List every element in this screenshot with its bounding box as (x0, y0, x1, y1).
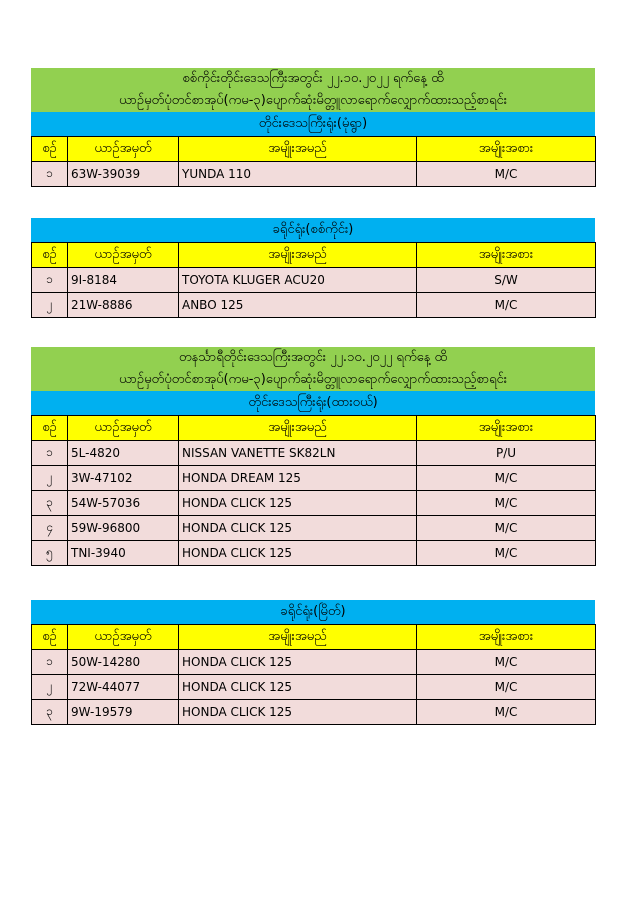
cell-no: ၁ (32, 268, 68, 293)
cell-no: ၂ (32, 466, 68, 491)
header-plate: ယာဉ်အမှတ် (68, 137, 179, 162)
header-model: အမျိုးအမည် (179, 625, 417, 650)
cell-model: HONDA CLICK 125 (179, 516, 417, 541)
cell-type: M/C (417, 700, 596, 725)
cell-plate: 50W-14280 (68, 650, 179, 675)
section-sagaing-region (31, 68, 595, 187)
cell-plate: 54W-57036 (68, 491, 179, 516)
cell-type: M/C (417, 541, 596, 566)
header-no: စဉ် (32, 243, 68, 268)
cell-model: HONDA CLICK 125 (179, 491, 417, 516)
cell-model: HONDA CLICK 125 (179, 541, 417, 566)
cell-plate: 72W-44077 (68, 675, 179, 700)
table-row (32, 441, 596, 466)
header-model: အမျိုးအမည် (179, 243, 417, 268)
cell-no: ၅ (32, 541, 68, 566)
office-subtitle: တိုင်းဒေသကြီးရုံး(မုံရွာ) (31, 112, 595, 136)
vehicle-table (31, 624, 596, 725)
cell-type: M/C (417, 675, 596, 700)
cell-plate: 9I-8184 (68, 268, 179, 293)
header-type: အမျိုးအစား (417, 137, 596, 162)
cell-no: ၃ (32, 491, 68, 516)
cell-no: ၄ (32, 516, 68, 541)
cell-no: ၁ (32, 650, 68, 675)
office-subtitle: ခရိုင်ရုံး(စစ်ကိုင်း) (31, 218, 595, 242)
cell-plate: TNI-3940 (68, 541, 179, 566)
table-row (32, 162, 596, 187)
table-header-row (32, 243, 596, 268)
cell-no: ၂ (32, 675, 68, 700)
header-type: အမျိုးအစား (417, 625, 596, 650)
region-title-line2: ယာဉ်မှတ်ပုံတင်စာအုပ်(ကမ-၃)ပျောက်ဆုံးမိတ္တူလာရောက်လျှောက်ထားသည့်စာရင်း (118, 372, 508, 387)
cell-model: HONDA CLICK 125 (179, 650, 417, 675)
table-row (32, 650, 596, 675)
header-type: အမျိုးအစား (417, 416, 596, 441)
header-no: စဉ် (32, 137, 68, 162)
table-header-row (32, 625, 596, 650)
header-plate: ယာဉ်အမှတ် (68, 243, 179, 268)
cell-plate: 3W-47102 (68, 466, 179, 491)
office-subtitle: တိုင်းဒေသကြီးရုံး(ထားဝယ်) (31, 391, 595, 415)
table-row (32, 268, 596, 293)
table-row (32, 466, 596, 491)
header-model: အမျိုးအမည် (179, 137, 417, 162)
header-plate: ယာဉ်အမှတ် (68, 625, 179, 650)
vehicle-table (31, 136, 596, 187)
header-no: စဉ် (32, 625, 68, 650)
region-title-line1: စစ်ကိုင်းတိုင်းဒေသကြီးအတွင်း ၂၂.၁၀.၂၀၂၂ ရက်နေ့ ထိ (182, 71, 444, 86)
cell-type: P/U (417, 441, 596, 466)
region-title (31, 68, 595, 112)
table-row (32, 700, 596, 725)
section-myeik-district (31, 600, 595, 725)
cell-model: HONDA CLICK 125 (179, 700, 417, 725)
table-row (32, 491, 596, 516)
region-title-line1: တနင်္သာရီတိုင်းဒေသကြီးအတွင်း ၂၂.၁၀.၂၀၂၂ ရက်နေ့ ထိ (178, 350, 448, 365)
header-plate: ယာဉ်အမှတ် (68, 416, 179, 441)
cell-type: M/C (417, 491, 596, 516)
cell-model: TOYOTA KLUGER ACU20 (179, 268, 417, 293)
cell-type: S/W (417, 268, 596, 293)
cell-model: HONDA DREAM 125 (179, 466, 417, 491)
vehicle-table (31, 242, 596, 318)
header-model: အမျိုးအမည် (179, 416, 417, 441)
cell-type: M/C (417, 650, 596, 675)
cell-type: M/C (417, 162, 596, 187)
cell-type: M/C (417, 516, 596, 541)
cell-model: ANBO 125 (179, 293, 417, 318)
cell-type: M/C (417, 466, 596, 491)
table-header-row (32, 137, 596, 162)
table-header-row (32, 416, 596, 441)
table-row (32, 541, 596, 566)
cell-plate: 63W-39039 (68, 162, 179, 187)
table-row (32, 516, 596, 541)
cell-no: ၂ (32, 293, 68, 318)
cell-plate: 59W-96800 (68, 516, 179, 541)
section-sagaing-district (31, 218, 595, 318)
cell-no: ၁ (32, 441, 68, 466)
cell-no: ၃ (32, 700, 68, 725)
cell-no: ၁ (32, 162, 68, 187)
cell-plate: 21W-8886 (68, 293, 179, 318)
vehicle-table (31, 415, 596, 566)
table-row (32, 675, 596, 700)
cell-plate: 9W-19579 (68, 700, 179, 725)
office-subtitle: ခရိုင်ရုံး(မြိတ်) (31, 600, 595, 624)
header-type: အမျိုးအစား (417, 243, 596, 268)
cell-type: M/C (417, 293, 596, 318)
cell-plate: 5L-4820 (68, 441, 179, 466)
region-title (31, 347, 595, 391)
cell-model: HONDA CLICK 125 (179, 675, 417, 700)
table-row (32, 293, 596, 318)
header-no: စဉ် (32, 416, 68, 441)
region-title-line2: ယာဉ်မှတ်ပုံတင်စာအုပ်(ကမ-၃)ပျောက်ဆုံးမိတ္တူလာရောက်လျှောက်ထားသည့်စာရင်း (118, 93, 508, 108)
cell-model: NISSAN VANETTE SK82LN (179, 441, 417, 466)
section-tanintharyi-region (31, 347, 595, 566)
cell-model: YUNDA 110 (179, 162, 417, 187)
